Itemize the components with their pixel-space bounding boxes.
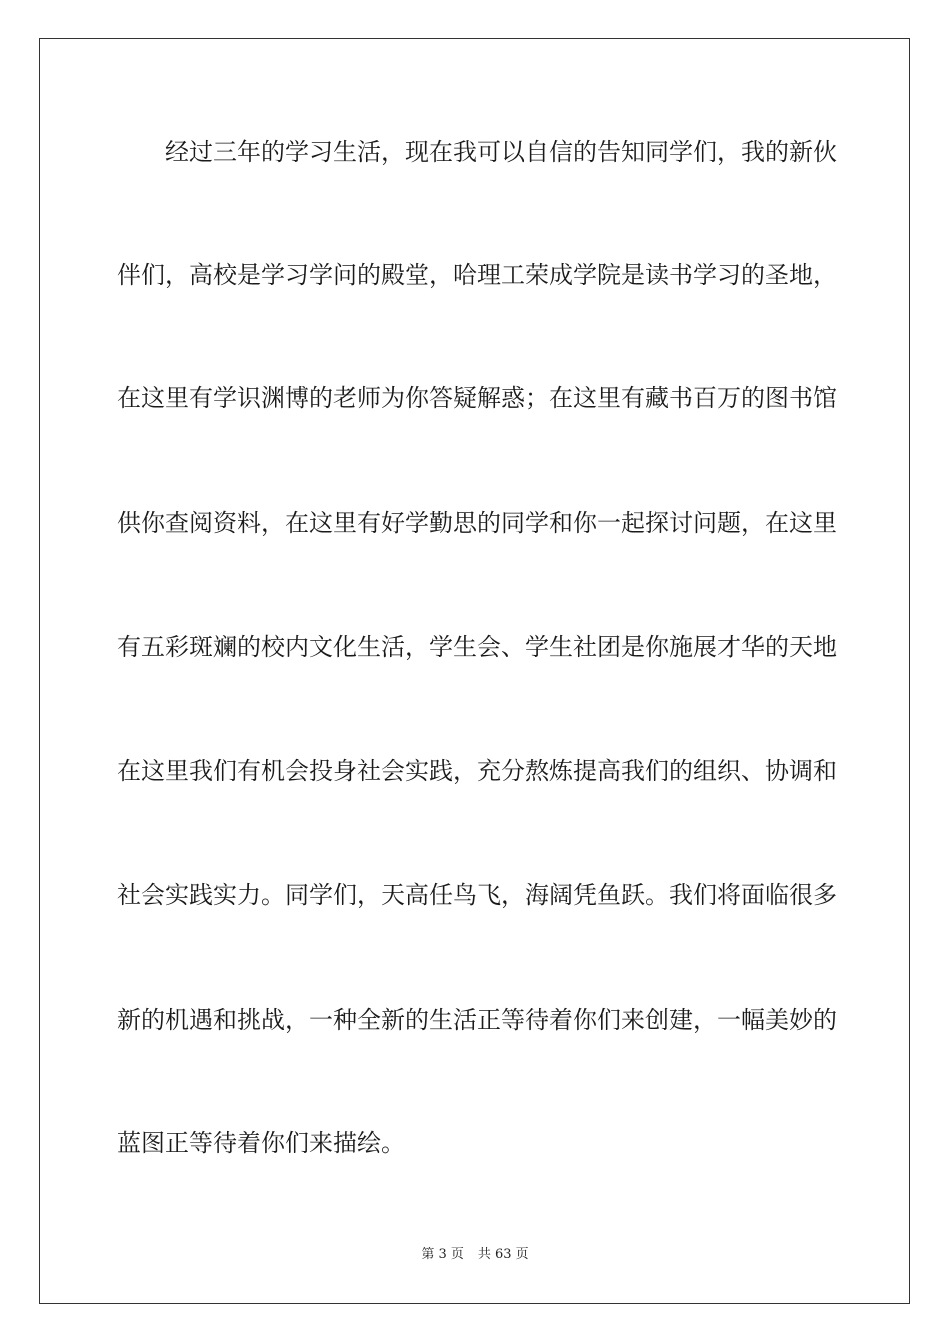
page-footer: [0, 1247, 950, 1263]
paragraph-line-3: 在这里有学识渊博的老师为你答疑解惑；在这里有藏书百万的图书馆: [117, 384, 837, 412]
paragraph-line-1: 经过三年的学习生活，现在我可以自信的告知同学们，我的新伙: [165, 138, 837, 166]
paragraph-line-8: 新的机遇和挑战，一种全新的生活正等待着你们来创建，一幅美妙的: [117, 1006, 837, 1034]
page-number: 第 3 页: [421, 1247, 464, 1262]
paragraph-line-9: 蓝图正等待着你们来描绘。: [117, 1129, 405, 1157]
paragraph-line-6: 在这里我们有机会投身社会实践，充分熬炼提高我们的组织、协调和: [117, 757, 837, 785]
paragraph-line-2: 伴们，高校是学习学问的殿堂，哈理工荣成学院是读书学习的圣地，: [117, 261, 837, 289]
paragraph-line-5: 有五彩斑斓的校内文化生活，学生会、学生社团是你施展才华的天地: [117, 633, 837, 661]
paragraph-line-4: 供你查阅资料，在这里有好学勤思的同学和你一起探讨问题，在这里: [117, 509, 837, 537]
page-total: 共 63 页: [477, 1247, 529, 1262]
page-border: [39, 38, 910, 1304]
paragraph-line-7: 社会实践实力。同学们，天高任鸟飞，海阔凭鱼跃。我们将面临很多: [117, 881, 837, 909]
